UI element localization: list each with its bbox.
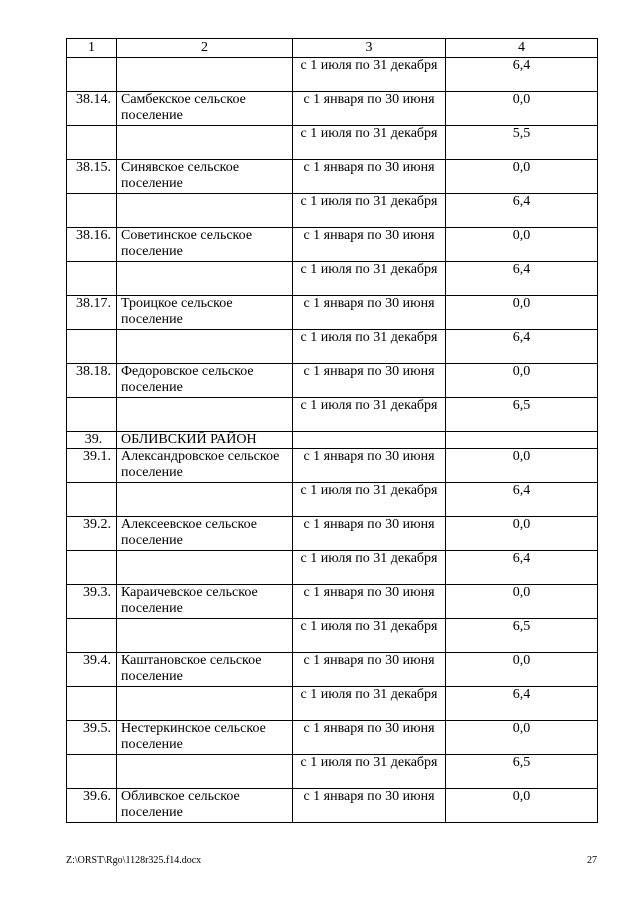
settlement-name-cell [117, 687, 293, 721]
period-cell: с 1 июля по 31 декабря [293, 262, 446, 296]
rate-cell: 6,5 [446, 619, 598, 653]
settlement-name-cell: Каштановское сельское поселение [117, 653, 293, 687]
table-row [67, 687, 598, 721]
row-number-cell [67, 551, 117, 585]
period-cell: с 1 июля по 31 декабря [293, 483, 446, 517]
table-row [67, 619, 598, 653]
row-number-cell: 39.6. [67, 789, 117, 823]
row-number-cell [67, 687, 117, 721]
period-cell: с 1 июля по 31 декабря [293, 330, 446, 364]
row-number-cell [67, 398, 117, 432]
rate-cell: 6,4 [446, 687, 598, 721]
settlement-name-cell [117, 483, 293, 517]
rate-cell: 6,4 [446, 330, 598, 364]
settlement-name-cell [117, 619, 293, 653]
rate-cell: 0,0 [446, 517, 598, 551]
table-row [67, 364, 598, 398]
settlement-name-cell: Самбекское сельское поселение [117, 92, 293, 126]
rate-cell: 0,0 [446, 92, 598, 126]
settlement-name-cell [117, 330, 293, 364]
period-cell: с 1 января по 30 июня [293, 92, 446, 126]
row-number-cell: 38.14. [67, 92, 117, 126]
row-number-cell [67, 194, 117, 228]
table-row [67, 296, 598, 330]
rate-cell: 6,5 [446, 398, 598, 432]
table-row [67, 449, 598, 483]
table-row [67, 126, 598, 160]
settlement-name-cell: Троицкое сельское поселение [117, 296, 293, 330]
table-row [67, 194, 598, 228]
table-row [67, 262, 598, 296]
row-number-cell: 39.3. [67, 585, 117, 619]
table-row [67, 789, 598, 823]
rate-cell: 0,0 [446, 160, 598, 194]
table-row [67, 517, 598, 551]
table-row [67, 398, 598, 432]
period-cell: с 1 января по 30 июня [293, 296, 446, 330]
period-cell: с 1 июля по 31 декабря [293, 126, 446, 160]
row-number-cell [67, 755, 117, 789]
rate-cell: 6,4 [446, 194, 598, 228]
table-row [67, 160, 598, 194]
settlement-name-cell [117, 551, 293, 585]
period-cell: с 1 января по 30 июня [293, 364, 446, 398]
rate-cell: 0,0 [446, 721, 598, 755]
header-col-4: 4 [446, 39, 598, 58]
settlement-name-cell [117, 58, 293, 92]
rate-cell: 0,0 [446, 364, 598, 398]
row-number-cell: 38.18. [67, 364, 117, 398]
rate-cell: 6,5 [446, 755, 598, 789]
period-cell: с 1 января по 30 июня [293, 517, 446, 551]
header-col-2: 2 [117, 39, 293, 58]
period-cell: с 1 января по 30 июня [293, 653, 446, 687]
rate-cell: 0,0 [446, 228, 598, 262]
settlement-name-cell: ОБЛИВСКИЙ РАЙОН [117, 432, 293, 449]
table-row [67, 585, 598, 619]
settlement-name-cell: Нестеркинское сельское поселение [117, 721, 293, 755]
rate-cell: 0,0 [446, 296, 598, 330]
rates-table [66, 38, 598, 823]
row-number-cell: 39.2. [67, 517, 117, 551]
period-cell: с 1 июля по 31 декабря [293, 755, 446, 789]
settlement-name-cell [117, 398, 293, 432]
settlement-name-cell: Алексеевское сельское поселение [117, 517, 293, 551]
settlement-name-cell [117, 755, 293, 789]
rate-cell: 0,0 [446, 585, 598, 619]
table-row [67, 330, 598, 364]
period-cell: с 1 июля по 31 декабря [293, 619, 446, 653]
row-number-cell: 39. [67, 432, 117, 449]
period-cell: с 1 июля по 31 декабря [293, 194, 446, 228]
period-cell: с 1 июля по 31 декабря [293, 551, 446, 585]
table-row [67, 653, 598, 687]
rate-cell: 5,5 [446, 126, 598, 160]
table-header-row [67, 39, 598, 58]
table-row [67, 228, 598, 262]
rate-cell: 6,4 [446, 58, 598, 92]
row-number-cell: 38.15. [67, 160, 117, 194]
table-row [67, 755, 598, 789]
settlement-name-cell: Александровское сельское поселение [117, 449, 293, 483]
footer-file-path: Z:\ORST\Rgo\1128r325.f14.docx [66, 855, 202, 866]
page-number: 27 [587, 855, 597, 866]
period-cell: с 1 января по 30 июня [293, 789, 446, 823]
rate-cell: 0,0 [446, 653, 598, 687]
row-number-cell: 39.4. [67, 653, 117, 687]
period-cell: с 1 января по 30 июня [293, 160, 446, 194]
header-col-1: 1 [67, 39, 117, 58]
row-number-cell: 38.16. [67, 228, 117, 262]
row-number-cell: 38.17. [67, 296, 117, 330]
period-cell [293, 432, 446, 449]
row-number-cell [67, 262, 117, 296]
row-number-cell [67, 58, 117, 92]
settlement-name-cell: Караичевское сельское поселение [117, 585, 293, 619]
rate-cell [446, 432, 598, 449]
table-row [67, 58, 598, 92]
rate-cell: 0,0 [446, 789, 598, 823]
settlement-name-cell [117, 126, 293, 160]
rate-cell: 0,0 [446, 449, 598, 483]
row-number-cell [67, 126, 117, 160]
row-number-cell [67, 619, 117, 653]
settlement-name-cell: Обливское сельское поселение [117, 789, 293, 823]
period-cell: с 1 января по 30 июня [293, 721, 446, 755]
rate-cell: 6,4 [446, 551, 598, 585]
period-cell: с 1 января по 30 июня [293, 585, 446, 619]
settlement-name-cell: Синявское сельское поселение [117, 160, 293, 194]
rate-cell: 6,4 [446, 262, 598, 296]
row-number-cell [67, 330, 117, 364]
table-row [67, 721, 598, 755]
header-col-3: 3 [293, 39, 446, 58]
row-number-cell [67, 483, 117, 517]
table-row [67, 483, 598, 517]
row-number-cell: 39.5. [67, 721, 117, 755]
table-section-row [67, 432, 598, 449]
settlement-name-cell [117, 194, 293, 228]
period-cell: с 1 июля по 31 декабря [293, 687, 446, 721]
row-number-cell: 39.1. [67, 449, 117, 483]
period-cell: с 1 января по 30 июня [293, 228, 446, 262]
table-row [67, 92, 598, 126]
table-row [67, 551, 598, 585]
period-cell: с 1 июля по 31 декабря [293, 398, 446, 432]
settlement-name-cell [117, 262, 293, 296]
period-cell: с 1 января по 30 июня [293, 449, 446, 483]
rate-cell: 6,4 [446, 483, 598, 517]
settlement-name-cell: Федоровское сельское поселение [117, 364, 293, 398]
period-cell: с 1 июля по 31 декабря [293, 58, 446, 92]
settlement-name-cell: Советинское сельское поселение [117, 228, 293, 262]
